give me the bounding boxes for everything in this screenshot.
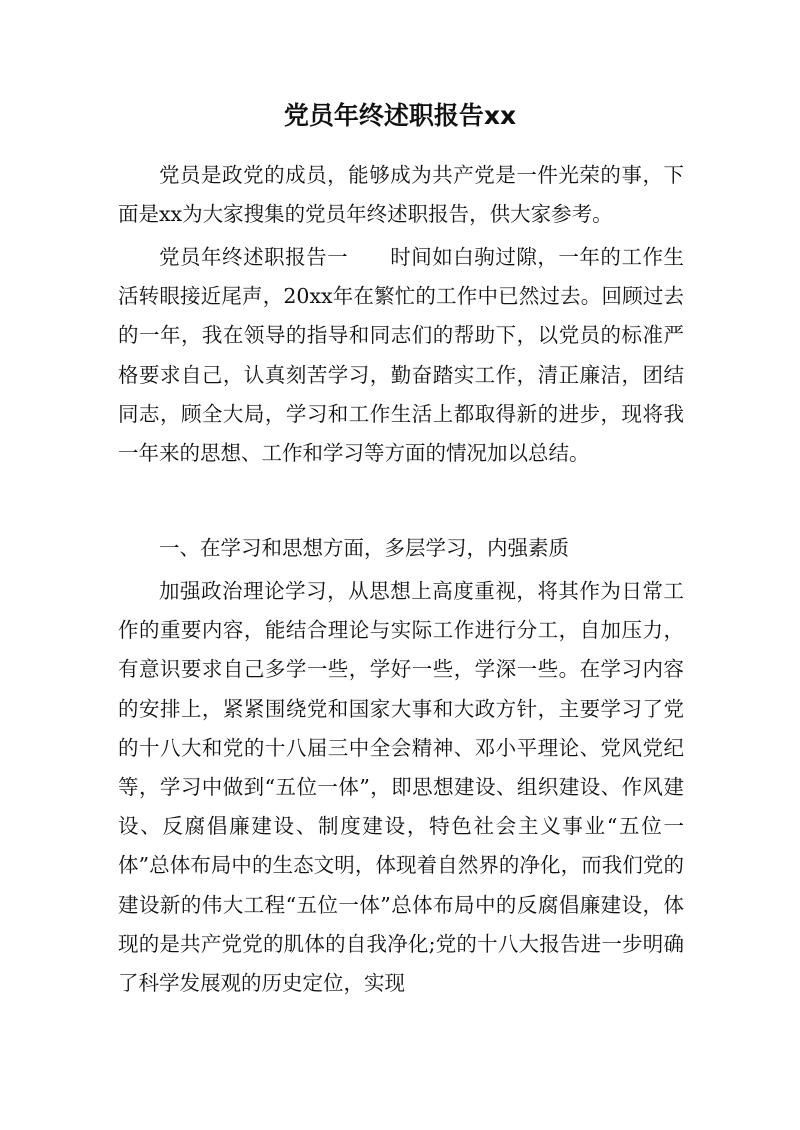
section-heading: 一、在学习和思想方面，多层学习，内强素质 [159,536,569,560]
report-one-paragraph: 党员年终述职报告一 时间如白驹过隙，一年的工作生活转眼接近尾声，20xx年在繁忙的工作中已然过去。回顾过去的一年，我在领导的指导和同志们的帮助下，以党员的标准严格要求自己，认真刻苦学习，勤奋踏实工作，清正廉洁，团结同志，顾全大局，学习和工作生活上都取得新的进步，现将我一年来的思想、工作和学习等方面的情况加以总结。 [118,245,684,466]
intro-paragraph: 党员是政党的成员，能够成为共产党是一件光荣的事，下面是xx为大家搜集的党员年终述职报告，供大家参考。 [118,163,684,227]
document-title: 党员年终述职报告xx [283,101,517,130]
study-paragraph: 加强政治理论学习，从思想上高度重视，将其作为日常工作的重要内容，能结合理论与实际工作进行分工，自加压力，有意识要求自己多学一些，学好一些，学深一些。在学习内容的安排上，紧紧围绕党和国家大事和大政方针，主要学习了党的十八大和党的十八届三中全会精神、邓小平理论、党风党纪等，学习中做到“五位一体”，即思想建设、组织建设、作风建设、反腐倡廉建设、制度建设，特色社会主义事业“五位一体”总体布局中的生态文明，体现着自然界的净化，而我们党的建设新的伟大工程“五位一体”总体布局中的反腐倡廉建设，体现的是共产党党的肌体的自我净化;党的十八大报告进一步明确了科学发展观的历史定位，实现 [118,579,684,996]
